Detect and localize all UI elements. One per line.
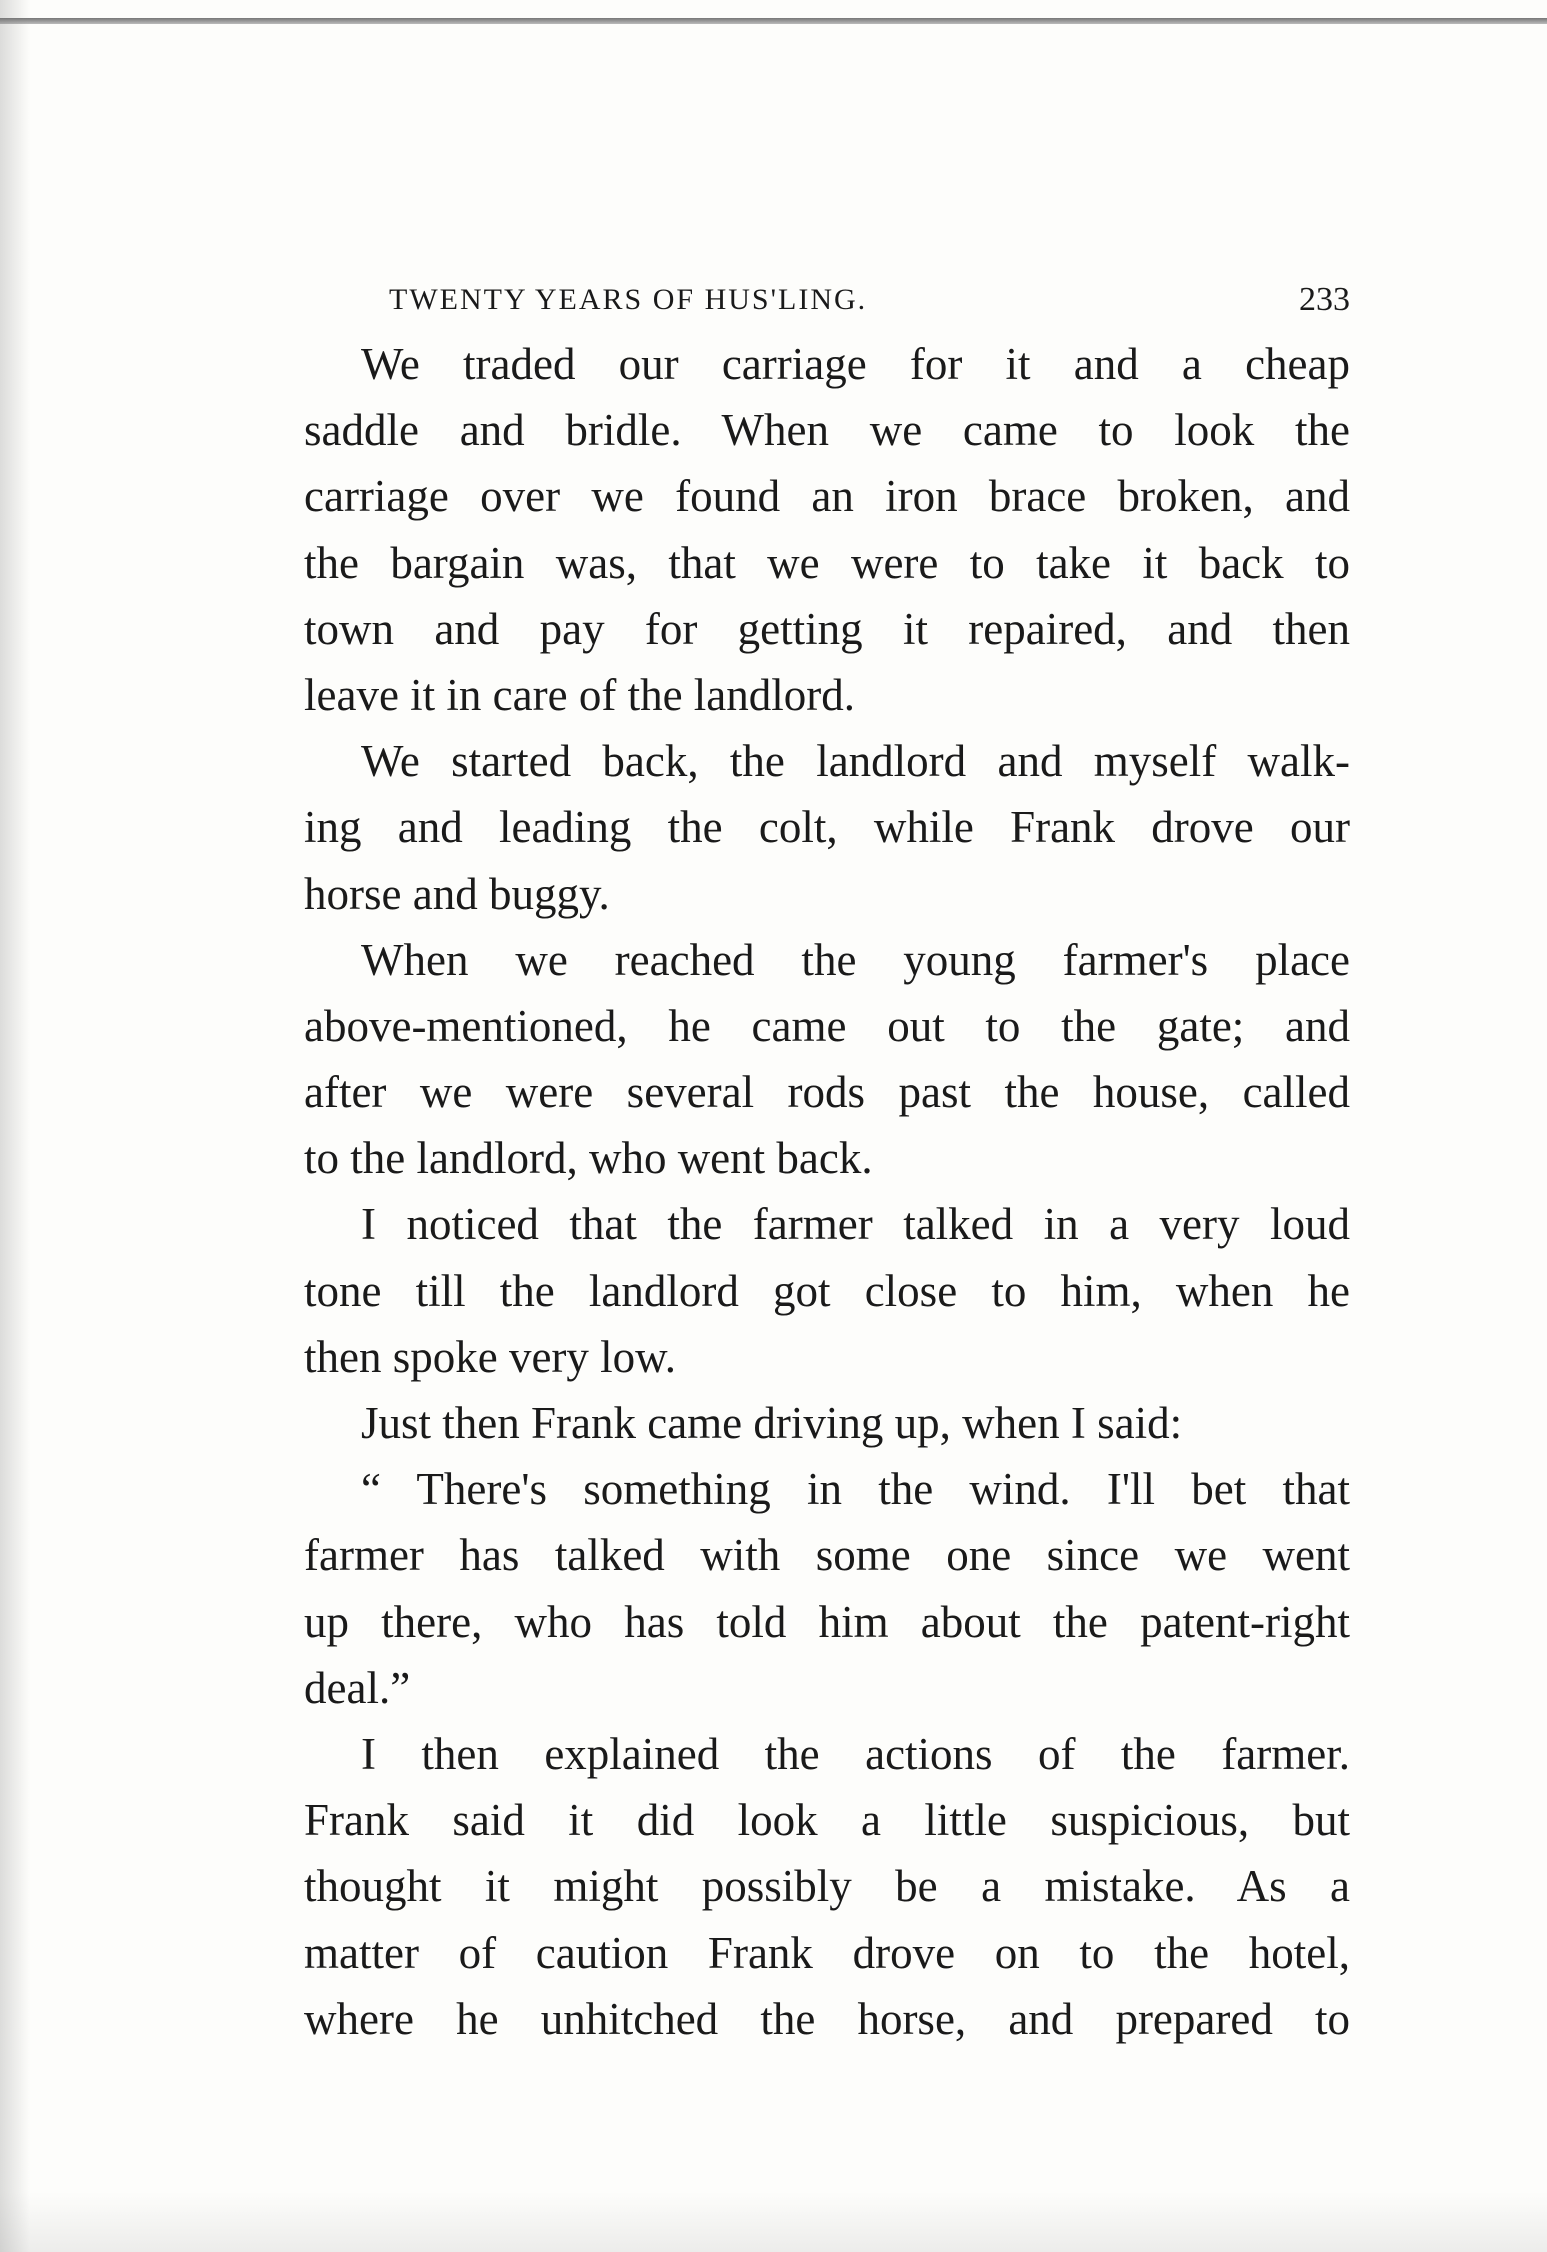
page-binding-shadow bbox=[0, 0, 30, 2252]
text-line: We traded our carriage for it and a cheap bbox=[361, 339, 1350, 389]
text-line: thought it might possibly be a mistake. As a bbox=[304, 1861, 1350, 1912]
text-line: “ There's something in the wind. I'll bet that bbox=[361, 1464, 1350, 1515]
page-bottom-shadow bbox=[0, 2192, 1547, 2252]
text-line: farmer has talked with some one since we went bbox=[304, 1530, 1350, 1581]
text-line: Frank said it did look a little suspicious, but bbox=[304, 1795, 1350, 1846]
paragraph bbox=[304, 927, 1350, 1192]
text-line: I noticed that the farmer talked in a very loud bbox=[361, 1199, 1350, 1250]
page-number: 233 bbox=[1299, 281, 1350, 318]
text-line: leave it in care of the landlord. bbox=[304, 669, 856, 720]
text-line: tone till the landlord got close to him, when he bbox=[304, 1265, 1350, 1316]
running-title: TWENTY YEARS OF HUS'LING. bbox=[389, 283, 868, 316]
text-line: horse and buggy. bbox=[304, 868, 610, 919]
text-line: the bargain was, that we were to take it back to bbox=[304, 537, 1350, 588]
text-line: Just then Frank came driving up, when I said: bbox=[361, 1398, 1183, 1448]
text-line: ing and leading the colt, while Frank drove our bbox=[304, 802, 1350, 853]
text-line: then spoke very low. bbox=[304, 1331, 676, 1382]
page-header bbox=[304, 283, 1350, 327]
text-line: to the landlord, who went back. bbox=[304, 1133, 873, 1184]
page-top-edge bbox=[0, 18, 1547, 24]
text-line: above-mentioned, he came out to the gate; and bbox=[304, 1000, 1350, 1051]
paragraph bbox=[304, 331, 1350, 728]
text-line: When we reached the young farmer's place bbox=[361, 934, 1350, 985]
paragraph bbox=[304, 1456, 1350, 1721]
text-line: up there, who has told him about the patent-right bbox=[304, 1596, 1350, 1647]
body-text bbox=[304, 331, 1350, 2052]
paragraph bbox=[304, 1390, 1350, 1456]
text-line: town and pay for getting it repaired, and then bbox=[304, 603, 1350, 654]
text-line: saddle and bridle. When we came to look the bbox=[304, 405, 1350, 456]
paragraph bbox=[304, 728, 1350, 927]
text-line: where he unhitched the horse, and prepared to bbox=[304, 1993, 1350, 2044]
paragraph bbox=[304, 1721, 1350, 2052]
text-line: deal.” bbox=[304, 1662, 411, 1713]
text-line: I then explained the actions of the farmer. bbox=[361, 1728, 1350, 1779]
paragraph bbox=[304, 1191, 1350, 1390]
text-line: after we were several rods past the house, called bbox=[304, 1067, 1350, 1118]
text-line: carriage over we found an iron brace broken, and bbox=[304, 471, 1350, 522]
text-line: We started back, the landlord and myself walk- bbox=[361, 736, 1350, 787]
text-line: matter of caution Frank drove on to the hotel, bbox=[304, 1927, 1350, 1978]
